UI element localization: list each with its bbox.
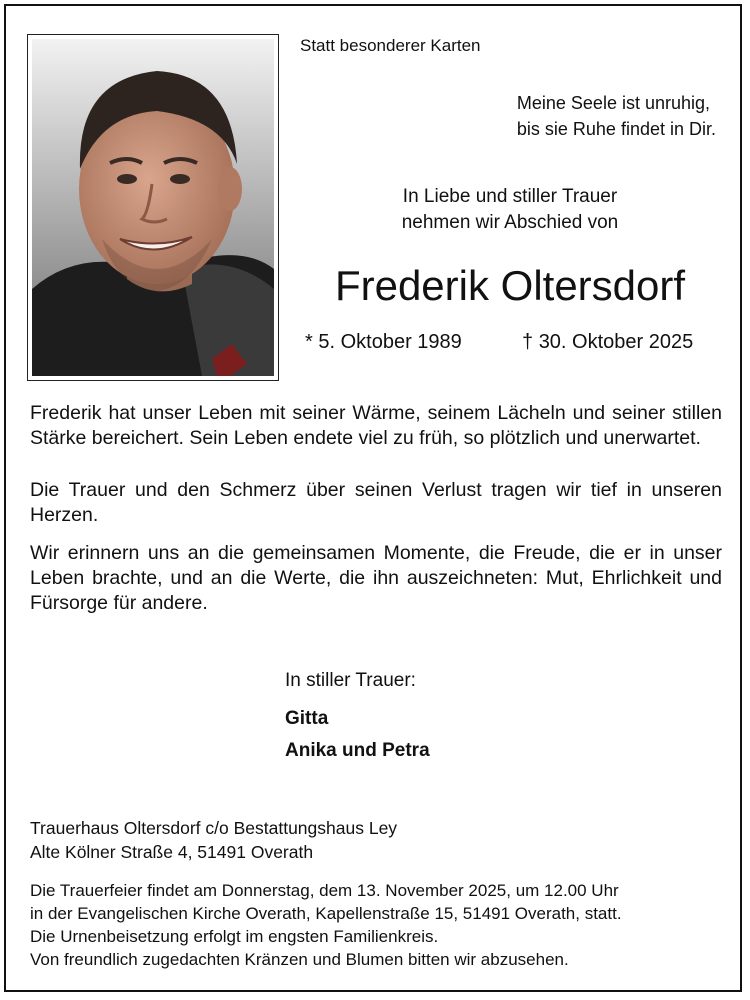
cards-note: Statt besonderer Karten — [300, 36, 481, 55]
death-date-value: 30. Oktober 2025 — [538, 331, 694, 353]
address-line: Trauerhaus Oltersdorf c/o Bestattungshaus Ley — [30, 818, 398, 838]
address-line: Alte Kölner Straße 4, 51491 Overath — [30, 842, 314, 862]
quote — [517, 90, 716, 142]
service-note-line: Die Urnenbeisetzung erfolgt im engsten Familienkreis. — [30, 927, 439, 946]
death-date — [522, 331, 693, 354]
service-note-line: Von freundlich zugedachten Kränzen und Blumen bitten wir abzusehen. — [30, 950, 569, 969]
tribute-paragraph: Die Trauer und den Schmerz über seinen Verlust tragen wir tief in unseren Herzen. — [30, 479, 722, 526]
quote-line: bis sie Ruhe findet in Dir. — [516, 119, 716, 139]
intro — [320, 184, 700, 236]
portrait-photo — [27, 34, 279, 381]
tribute-paragraph: Frederik hat unser Leben mit seiner Wärme, seinem Lächeln und seiner stillen Stärke bereichert. Sein Leben endete viel zu früh, so plötzlich und unerwartet. — [30, 402, 722, 449]
mourner-name: Anika und Petra — [285, 740, 430, 761]
mourners-label: In stiller Trauer: — [285, 670, 416, 691]
portrait-image — [32, 39, 274, 376]
mourner-name: Gitta — [285, 708, 329, 729]
intro-line: nehmen wir Abschied von — [401, 212, 619, 233]
death-cross-icon: † — [522, 331, 534, 353]
intro-line: In Liebe und stiller Trauer — [402, 186, 618, 207]
service-note-line: in der Evangelischen Kirche Overath, Kapellenstraße 15, 51491 Overath, statt. — [30, 904, 622, 923]
birth-date-value: 5. Oktober 1989 — [318, 331, 462, 353]
deceased-name: Frederik Oltersdorf — [334, 262, 686, 309]
birth-symbol: * — [305, 331, 313, 353]
service-note-line: Die Trauerfeier findet am Donnerstag, dem 13. November 2025, um 12.00 Uhr — [30, 881, 619, 900]
quote-line: Meine Seele ist unruhig, — [516, 93, 711, 113]
tribute-paragraph: Wir erinnern uns an die gemeinsamen Momente, die Freude, die er in unser Leben brachte, und an die Werte, die ihn auszeichneten: Mut, Ehrlichkeit und Fürsorge für andere. — [30, 542, 722, 614]
birth-date — [305, 331, 462, 354]
